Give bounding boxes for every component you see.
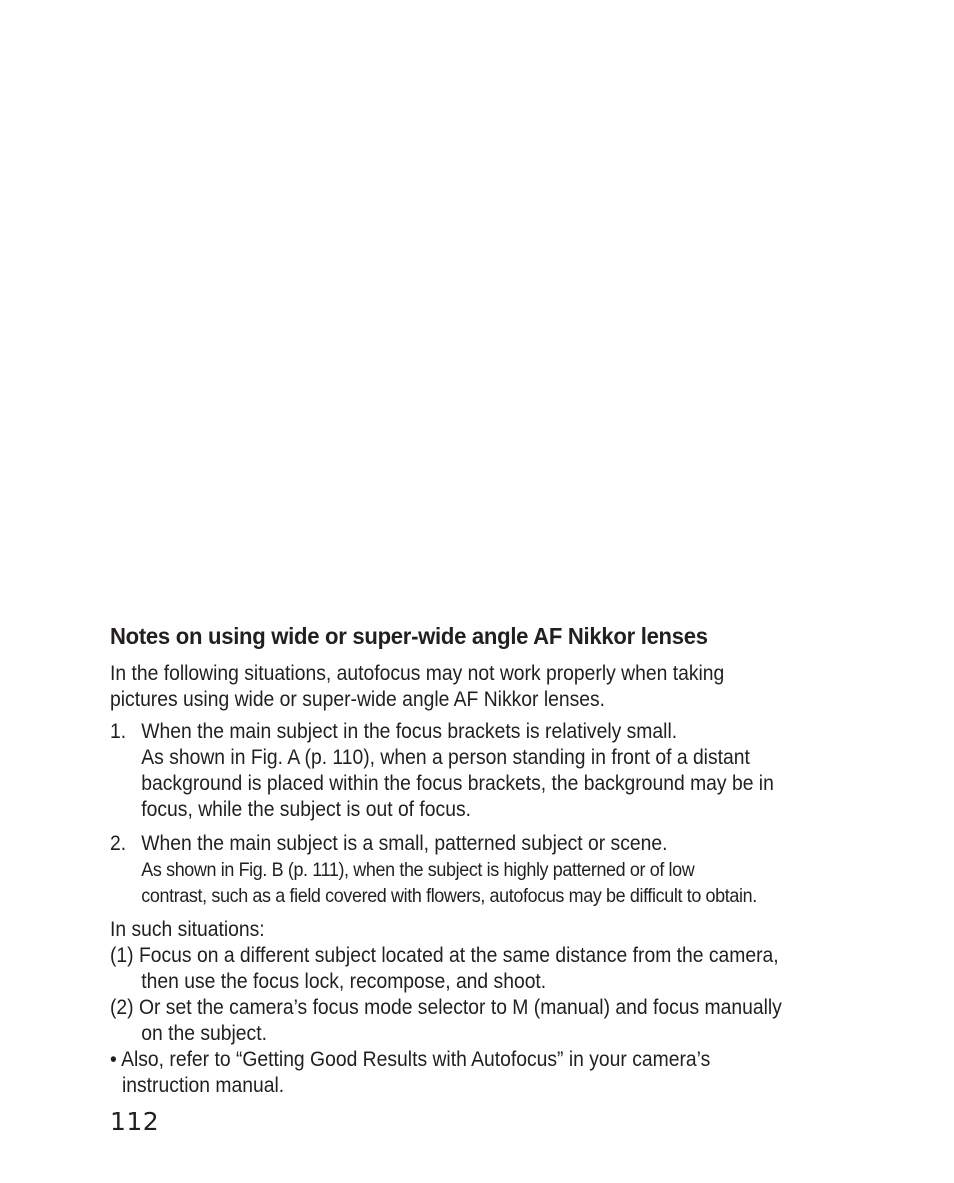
section-heading: Notes on using wide or super-wide angle AF Nikkor lenses — [110, 623, 708, 649]
intro-paragraph — [110, 661, 864, 713]
list-item-1-number: 1. — [110, 720, 127, 743]
bullet-line-1: • Also, refer to “Getting Good Results with Autofocus” in your camera’s — [110, 1048, 711, 1071]
list-item-1-title: When the main subject in the focus brackets is relatively small. — [141, 720, 678, 743]
list-item-1-line-3: background is placed within the focus brackets, the background may be in — [141, 772, 774, 795]
option-2-line-1: (2) Or set the camera’s focus mode selector to M (manual) and focus manually — [110, 996, 782, 1019]
page-number: 112 — [110, 1107, 160, 1136]
option-1-line-1: (1) Focus on a different subject located at the same distance from the camera, — [110, 944, 779, 967]
list-item-1 — [110, 719, 864, 823]
intro-line-2: pictures using wide or super-wide angle AF Nikkor lenses. — [110, 688, 606, 711]
option-1-line-2: then use the focus lock, recompose, and shoot. — [141, 970, 547, 993]
situations-block — [110, 917, 864, 1099]
option-2-line-2: on the subject. — [141, 1022, 267, 1045]
situations-label: In such situations: — [110, 918, 265, 941]
list-item-1-line-4: focus, while the subject is out of focus. — [141, 798, 471, 821]
intro-line-1: In the following situations, autofocus may not work properly when taking — [110, 662, 725, 685]
list-item-2-line-2: As shown in Fig. B (p. 111), when the subject is highly patterned or of low — [141, 859, 695, 881]
list-item-2 — [110, 831, 864, 909]
notes-section — [110, 620, 870, 1099]
list-item-1-line-2: As shown in Fig. A (p. 110), when a person standing in front of a distant — [141, 746, 750, 769]
list-item-2-number: 2. — [110, 832, 127, 855]
list-item-2-title: When the main subject is a small, patterned subject or scene. — [141, 832, 668, 855]
list-item-2-line-3: contrast, such as a field covered with flowers, autofocus may be difficult to obtain. — [141, 885, 757, 907]
bullet-line-2: instruction manual. — [121, 1074, 285, 1097]
